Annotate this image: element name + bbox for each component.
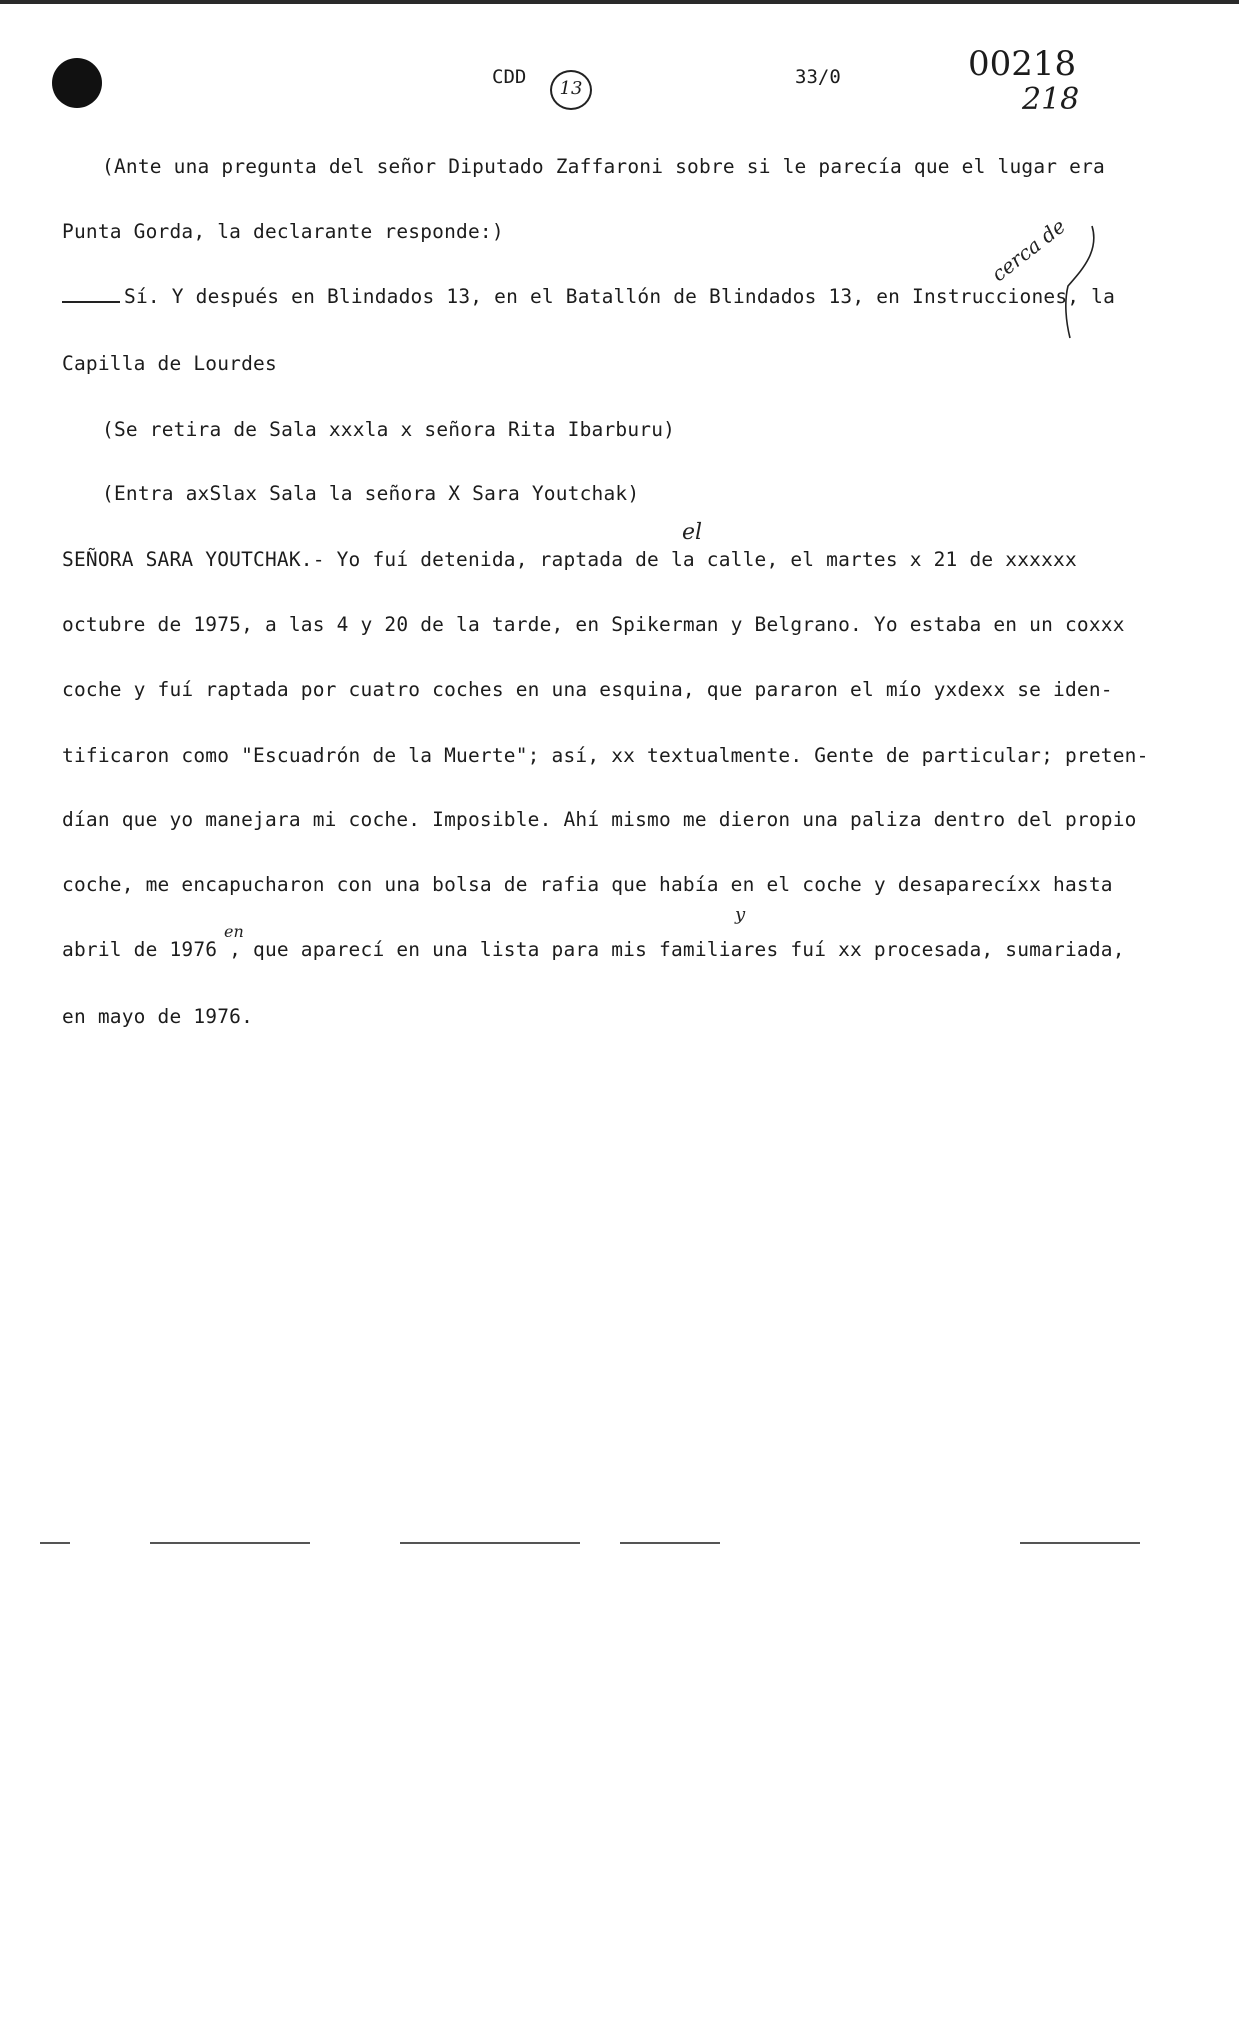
margin-bracket-stroke — [1060, 222, 1100, 342]
paragraph-line: SEÑORA SARA YOUTCHAK.- Yo fuí detenida, raptada de la calle, el martes x 21 de xxxxxx — [62, 548, 1077, 571]
punch-hole — [52, 58, 102, 108]
paragraph-line: abril de 1976 , que aparecí en una lista para mis familiares fuí xx procesada, sumariada, — [62, 938, 1125, 961]
paragraph-line: Capilla de Lourdes — [62, 352, 277, 375]
header-reference: 33/0 — [795, 66, 841, 88]
top-edge-line — [0, 0, 1239, 4]
paragraph-line: octubre de 1975, a las 4 y 20 de la tarde, en Spikerman y Belgrano. Yo estaba en un coxxx — [62, 613, 1125, 636]
paragraph-line: (Entra axSlax Sala la señora X Sara Youtchak) — [102, 482, 640, 505]
inline-handwritten-el: el — [682, 520, 703, 545]
paragraph-line: tificaron como "Escuadrón de la Muerte"; así, xx textualmente. Gente de particular; preten- — [62, 744, 1149, 767]
paragraph-line: Punta Gorda, la declarante responde:) — [62, 220, 504, 243]
handwritten-number: 218 — [1022, 82, 1080, 117]
scan-artifact-line — [620, 1542, 720, 1544]
insert-mark-en: en — [224, 922, 244, 941]
margin-handwritten-note: cerca de — [986, 213, 1070, 287]
paragraph-line: coche, me encapucharon con una bolsa de rafia que había en el coche y desaparecíxx hasta — [62, 873, 1113, 896]
scan-artifact-line — [40, 1542, 70, 1544]
header-code: CDD — [492, 66, 527, 88]
paragraph-line: dían que yo manejara mi coche. Imposible. Ahí mismo me dieron una paliza dentro del propio — [62, 808, 1137, 831]
paragraph-line: (Ante una pregunta del señor Diputado Zaffaroni sobre si le parecía que el lugar era — [102, 155, 1105, 178]
scan-artifact-line — [150, 1542, 310, 1544]
underline-blank — [62, 283, 120, 303]
paragraph-line: coche y fuí raptada por cuatro coches en una esquina, que pararon el mío yxdexx se iden- — [62, 678, 1113, 701]
scan-artifact-line — [1020, 1542, 1140, 1544]
paragraph-line: en mayo de 1976. — [62, 1005, 254, 1028]
scan-artifact-line — [400, 1542, 580, 1544]
stamp-number: 00218 — [968, 44, 1077, 84]
insert-mark-y: y — [735, 904, 746, 925]
circled-page-number: 13 — [550, 70, 592, 110]
paragraph-line — [62, 283, 1115, 308]
paragraph-text: Sí. Y después en Blindados 13, en el Batallón de Blindados 13, en Instrucciones, la — [124, 285, 1116, 308]
paragraph-line: (Se retira de Sala xxxla x señora Rita Ibarburu) — [102, 418, 676, 441]
